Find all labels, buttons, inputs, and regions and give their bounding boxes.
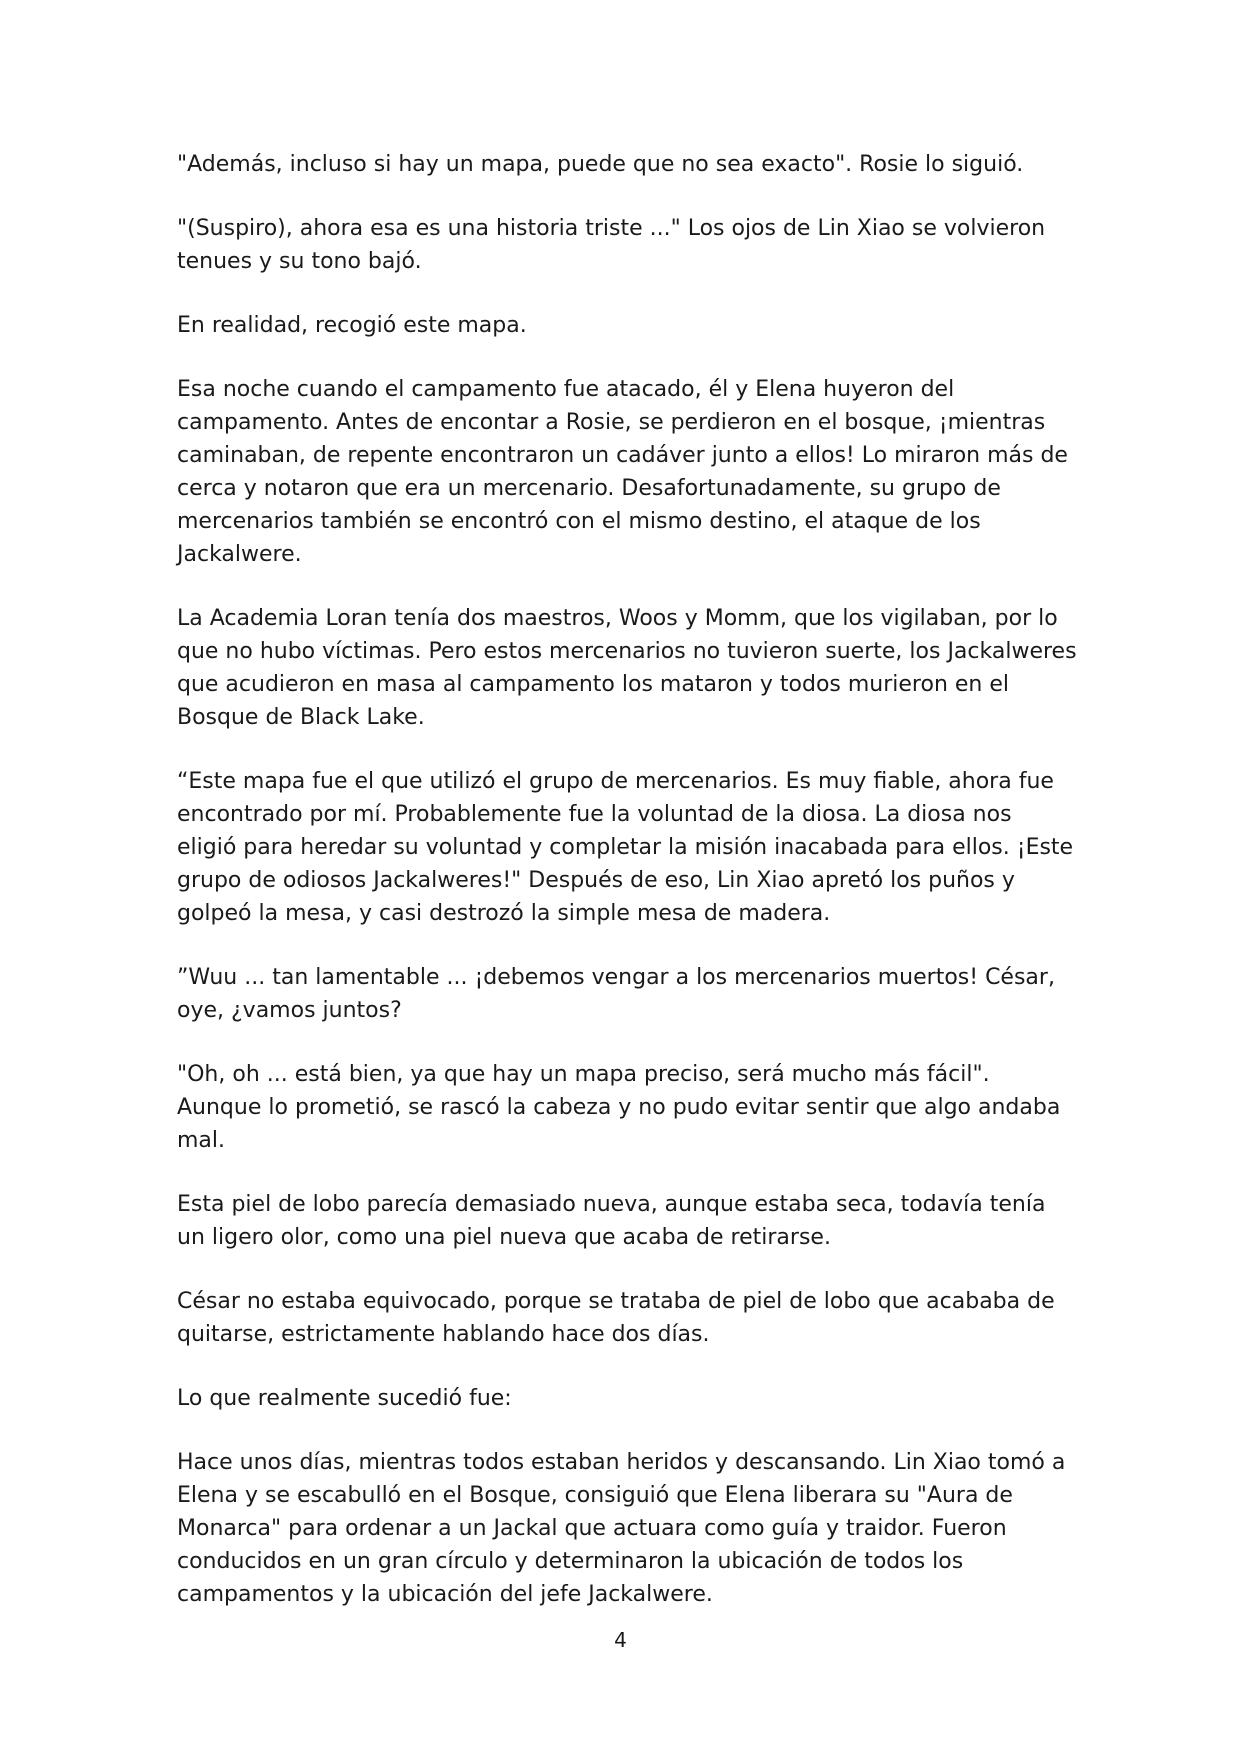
paragraph-6: “Este mapa fue el que utilizó el grupo de mercenarios. Es muy fiable, ahora fue encontrado por mí. Probablemente fue la voluntad de la diosa. La diosa nos eligió para heredar su voluntad y completar la misión inacabada para ellos. ¡Este grupo de odiosos Jackalweres!" Después de eso, Lin Xiao apretó los puños y golpeó la mesa, y casi destrozó la simple mesa de madera. [177,769,1074,926]
paragraph-12: Hace unos días, mientras todos estaban heridos y descansando. Lin Xiao tomó a Elena y se escabulló en el Bosque, consiguió que Elena liberara su "Aura de Monarca" para ordenar a un Jackal que actuara como guía y traidor. Fueron conducidos en un gran círculo y determinaron la ubicación de todos los campamentos y la ubicación del jefe Jackalwere. [177,1450,1066,1607]
paragraph-1: "Además, incluso si hay un mapa, puede que no sea exacto". Rosie lo siguió. [177,152,1024,177]
paragraph-7: ”Wuu ... tan lamentable ... ¡debemos vengar a los mercenarios muertos! César, oye, ¿vamos juntos? [177,965,1055,1023]
paragraph-11: Lo que realmente sucedió fue: [177,1386,512,1411]
paragraph-9: Esta piel de lobo parecía demasiado nueva, aunque estaba seca, todavía tenía un ligero olor, como una piel nueva que acaba de retirarse. [177,1192,1046,1250]
paragraph-2: "(Suspiro), ahora esa es una historia triste ..." Los ojos de Lin Xiao se volvieron tenues y su tono bajó. [177,216,1046,274]
paragraph-10: César no estaba equivocado, porque se trataba de piel de lobo que acababa de quitarse, estrictamente hablando hace dos días. [177,1289,1055,1347]
paragraph-5: La Academia Loran tenía dos maestros, Woos y Momm, que los vigilaban, por lo que no hubo víctimas. Pero estos mercenarios no tuvieron suerte, los Jackalweres que acudieron en masa al campamento los mataron y todos murieron en el Bosque de Black Lake. [177,606,1077,730]
paragraph-8: "Oh, oh ... está bien, ya que hay un mapa preciso, será mucho más fácil". Aunque lo prometió, se rascó la cabeza y no pudo evitar sentir que algo andaba mal. [177,1062,1061,1153]
paragraph-4: Esa noche cuando el campamento fue atacado, él y Elena huyeron del campamento. Antes de encontar a Rosie, se perdieron en el bosque, ¡mientras caminaban, de repente encontraron un cadáver junto a ellos! Lo miraron más de cerca y notaron que era un mercenario. Desafortunadamente, su grupo de mercenarios también se encontró con el mismo destino, el ataque de los Jackalwere. [177,377,1068,567]
page-number: 4 [614,1628,627,1652]
body-text [177,148,1077,1642]
paragraph-3: En realidad, recogió este mapa. [177,313,527,338]
